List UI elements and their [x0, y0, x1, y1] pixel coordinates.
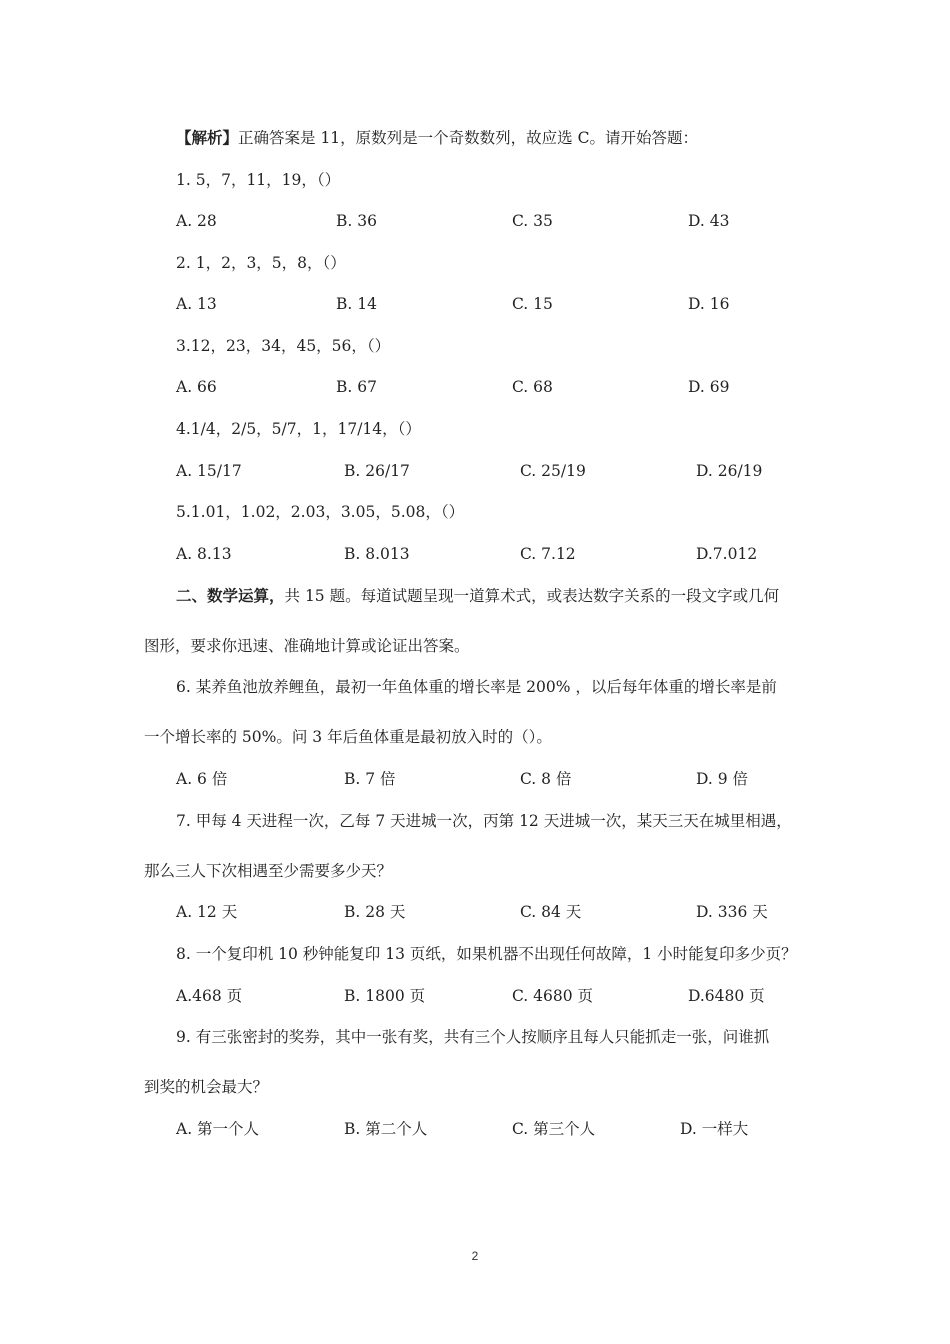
question-4-option-b: B. 26/17 — [344, 462, 410, 480]
question-2-option-b: B. 14 — [336, 295, 377, 313]
question-8-option-c: C. 4680 页 — [512, 987, 594, 1005]
question-2-stem: 2. 1，2，3，5，8，（） — [176, 254, 346, 272]
question-7-option-d: D. 336 天 — [696, 903, 768, 921]
question-7-option-b: B. 28 天 — [344, 903, 406, 921]
question-9-stem-line2: 到奖的机会最大？ — [144, 1078, 269, 1096]
question-6-stem-line1: 6. 某养鱼池放养鲤鱼，最初一年鱼体重的增长率是 200% ，以后每年体重的增长率是前 — [176, 678, 777, 696]
question-3-option-c: C. 68 — [512, 378, 553, 396]
question-1-stem: 1. 5，7，11，19，（） — [176, 171, 341, 189]
section-2-title: 二、数学运算， — [176, 586, 285, 605]
question-3-option-a: A. 66 — [176, 378, 217, 396]
question-6-option-d: D. 9 倍 — [696, 770, 749, 788]
question-5-option-a: A. 8.13 — [176, 545, 232, 563]
question-6-option-b: B. 7 倍 — [344, 770, 396, 788]
question-3-stem: 3.12，23，34，45，56，（） — [176, 337, 391, 355]
section-2-text-line2: 图形，要求你迅速、准确地计算或论证出答案。 — [144, 637, 470, 655]
question-8-option-b: B. 1800 页 — [344, 987, 426, 1005]
question-6-option-c: C. 8 倍 — [520, 770, 572, 788]
question-6-stem-line2: 一个增长率的 50%。问 3 年后鱼体重是最初放入时的（）。 — [144, 728, 552, 746]
question-1-option-a: A. 28 — [176, 212, 217, 230]
question-7-stem-line1: 7. 甲每 4 天进程一次，乙每 7 天进城一次，丙第 12 天进城一次，某天三天在城里相遇， — [176, 812, 792, 830]
page-number: 2 — [471, 1249, 479, 1263]
question-7-option-a: A. 12 天 — [176, 903, 238, 921]
question-7-stem-line2: 那么三人下次相遇至少需要多少天？ — [144, 862, 393, 880]
question-9-option-a: A. 第一个人 — [176, 1120, 260, 1138]
intro-text: 正确答案是 11，原数列是一个奇数数列，故应选 C。请开始答题： — [238, 129, 698, 147]
question-2-option-a: A. 13 — [176, 295, 217, 313]
question-8-stem: 8. 一个复印机 10 秒钟能复印 13 页纸，如果机器不出现任何故障，1 小时能复印多少页？ — [176, 945, 797, 963]
question-9-option-c: C. 第三个人 — [512, 1120, 596, 1138]
question-1-option-c: C. 35 — [512, 212, 553, 230]
section-2-text: 共 15 题。每道试题呈现一道算术式，或表达数字关系的一段文字或几何 — [284, 587, 780, 605]
question-2-option-d: D. 16 — [688, 295, 730, 313]
question-4-option-c: C. 25/19 — [520, 462, 586, 480]
question-5-stem: 5.1.01，1.02，2.03，3.05，5.08，（） — [176, 503, 465, 521]
question-3-option-b: B. 67 — [336, 378, 377, 396]
question-7-option-c: C. 84 天 — [520, 903, 582, 921]
question-9-option-b: B. 第二个人 — [344, 1120, 428, 1138]
question-1-option-b: B. 36 — [336, 212, 377, 230]
question-5-option-c: C. 7.12 — [520, 545, 576, 563]
intro-paragraph — [176, 128, 698, 148]
question-4-stem: 4.1/4，2/5，5/7，1，17/14，（） — [176, 420, 421, 438]
question-5-option-d: D.7.012 — [696, 545, 758, 563]
intro-label: 【解析】 — [176, 128, 239, 147]
question-8-option-d: D.6480 页 — [688, 987, 765, 1005]
question-4-option-a: A. 15/17 — [176, 462, 242, 480]
question-2-option-c: C. 15 — [512, 295, 553, 313]
question-4-option-d: D. 26/19 — [696, 462, 763, 480]
question-9-stem-line1: 9. 有三张密封的奖券，其中一张有奖，共有三个人按顺序且每人只能抓走一张，问谁抓 — [176, 1028, 770, 1046]
question-8-option-a: A.468 页 — [176, 987, 243, 1005]
question-3-option-d: D. 69 — [688, 378, 730, 396]
question-1-option-d: D. 43 — [688, 212, 730, 230]
section-2-intro — [176, 586, 779, 606]
question-9-option-d: D. 一样大 — [680, 1120, 749, 1138]
question-5-option-b: B. 8.013 — [344, 545, 410, 563]
question-6-option-a: A. 6 倍 — [176, 770, 228, 788]
